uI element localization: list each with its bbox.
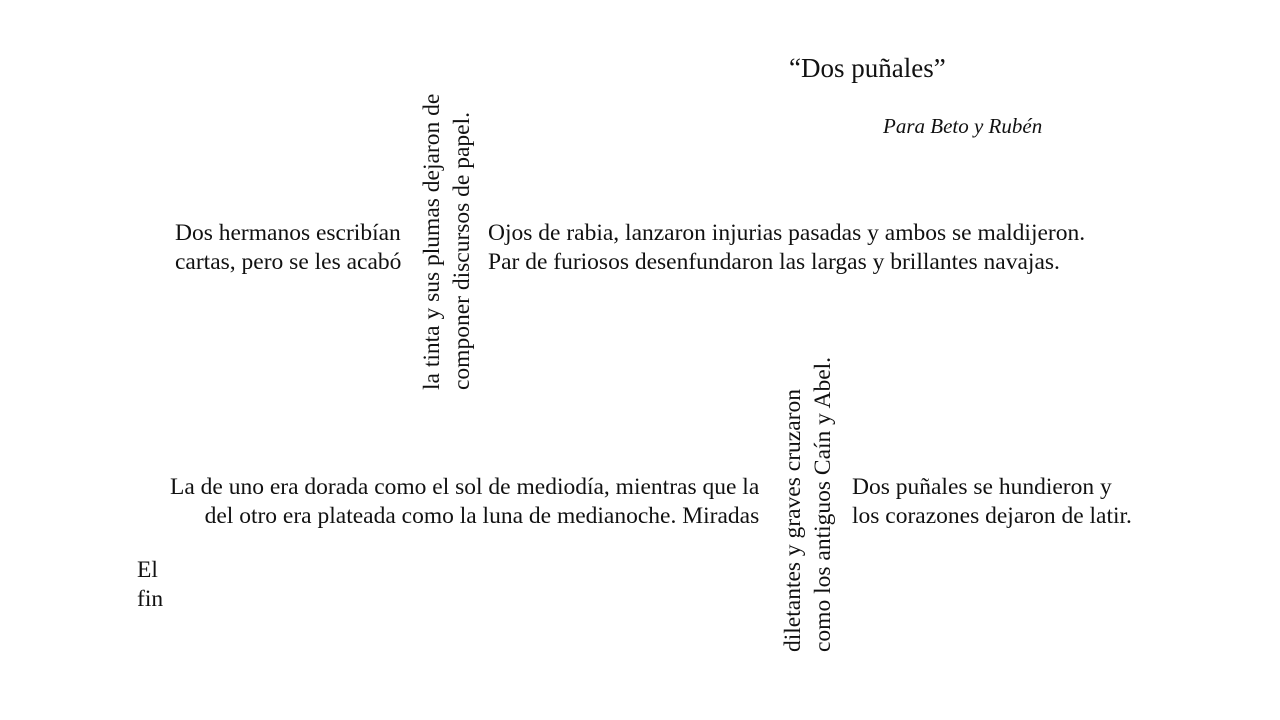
stanza-6-line-1: Dos puñales se hundieron y — [852, 474, 1112, 500]
stanza-2-vertical — [417, 94, 477, 390]
stanza-6-line-2: los corazones dejaron de latir. — [852, 503, 1132, 529]
stanza-5-line-1: diletantes y graves cruzaron — [780, 389, 806, 652]
stanza-1 — [175, 219, 401, 277]
ending-line-2: fin — [137, 586, 164, 612]
stanza-4 — [170, 473, 759, 531]
stanza-3 — [488, 219, 1085, 277]
stanza-6 — [852, 473, 1132, 531]
poem-title: “Dos puñales” — [789, 53, 946, 83]
stanza-2-line-2: componer discursos de papel. — [449, 111, 475, 390]
stanza-4-line-1: La de uno era dorada como el sol de mediodía, mientras que la — [170, 474, 760, 500]
stanza-1-line-2: cartas, pero se les acabó — [175, 249, 402, 275]
dedication: Para Beto y Rubén — [883, 114, 1043, 138]
stanza-2-line-1: la tinta y sus plumas dejaron de — [419, 93, 445, 390]
ending — [137, 556, 163, 614]
stanza-4-line-2: del otro era plateada como la luna de medianoche. Miradas — [204, 503, 760, 529]
stanza-5-line-2: como los antiguos Caín y Abel. — [810, 356, 836, 652]
stanza-5-vertical — [778, 357, 838, 652]
stanza-3-line-2: Par de furiosos desenfundaron las largas y brillantes navajas. — [488, 249, 1060, 275]
stanza-1-line-1: Dos hermanos escribían — [175, 220, 401, 246]
stanza-3-line-1: Ojos de rabia, lanzaron injurias pasadas y ambos se maldijeron. — [488, 220, 1086, 246]
ending-line-1: El — [137, 557, 158, 583]
